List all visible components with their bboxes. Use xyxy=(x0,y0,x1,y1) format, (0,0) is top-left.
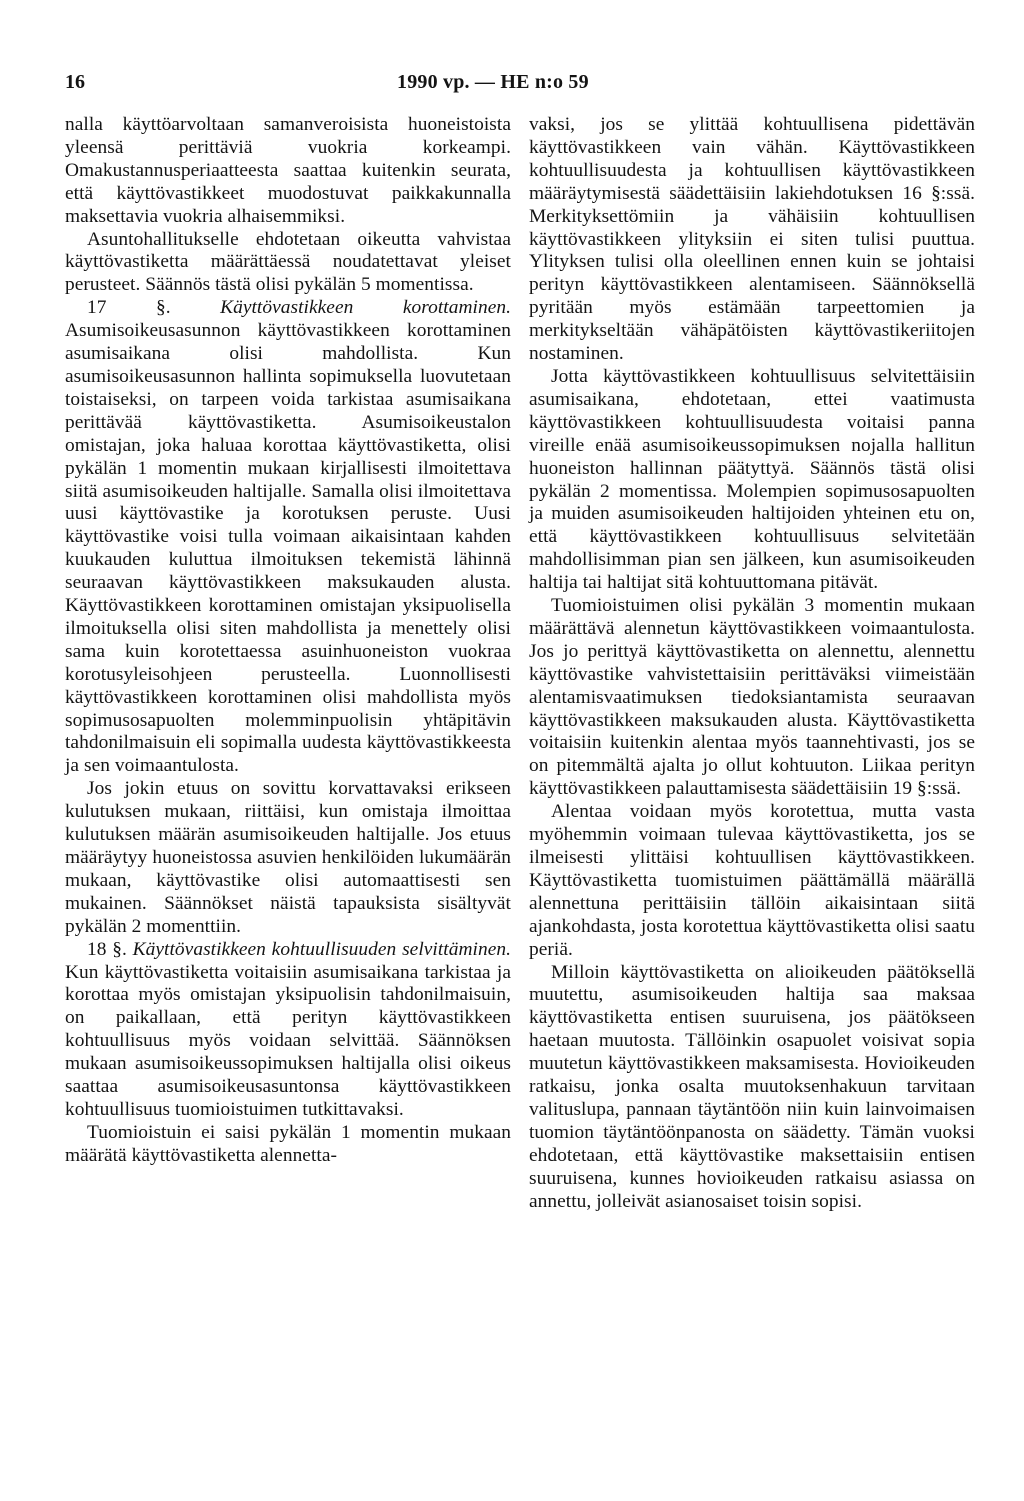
paragraph: Asuntohallitukselle ehdotetaan oikeutta vahvistaa käyttövastiketta määrättäessä noudatettavat yleiset perusteet. Säännös tästä olisi pykälän 5 momentissa. xyxy=(65,228,511,296)
section-number: 18 §. xyxy=(87,938,127,960)
paragraph: Jotta käyttövastikkeen kohtuullisuus selvitettäisiin asumisaikana, ehdotetaan, ettei vaatimusta käyttövastikkeen kohtuullisuudesta voitaisi panna vireille enää asumisoikeussopimuksen nojalla hallitun huoneiston hallinnan päätyttyä. Säännös tästä olisi pykälän 2 momentissa. Molempien sopimusosapuolten ja muiden asumisoikeuden haltijoiden yhteinen etu on, että käyttövastikkeen kohtuullisuus selvitetään mahdollisimman pian sen jälkeen, kun asumisoikeuden haltija tai haltijat sitä kohtuuttomana pitävät. xyxy=(529,365,975,594)
paragraph: Jos jokin etuus on sovittu korvattavaksi erikseen kulutuksen mukaan, riittäisi, kun omistaja ilmoittaa kulutuksen määrän asumisoikeuden haltijalle. Jos etuus määräytyy huoneistossa asuvien henkilöiden lukumäärän mukaan, käyttövastike olisi automaattisesti sen mukainen. Säännökset näistä tapauksista sisältyvät pykälän 2 momenttiin. xyxy=(65,778,511,937)
section-title: Käyttövastikkeen korottaminen. xyxy=(220,297,511,319)
paragraph: nalla käyttöarvoltaan samanveroisista huoneistoista yleensä perittäviä vuokria korkeampi. Omakustannusperiaatteesta saattaa kuitenkin seurata, että käyttövastikkeet muodostuvat paikkakunnalla maksettavia vuokria alhaisemmiksi. xyxy=(65,114,511,227)
section-18-paragraph xyxy=(65,939,511,1122)
paragraph: Tuomioistuin ei saisi pykälän 1 momentin mukaan määrätä käyttövastiketta alennetta- xyxy=(65,1121,511,1166)
left-column xyxy=(65,114,511,1168)
section-text: Asumisoikeusasunnon käyttövastikkeen korottaminen asumisaikana olisi mahdollista. Kun asumisoikeusasunnon hallinta sopimuksella luovutetaan toistaiseksi, on tarpeen voida tarkistaa asumisaikana perittävää käyttövastiketta. Asumisoikeustalon omistajan, joka haluaa korottaa käyttövastiketta, olisi pykälän 1 momentin mukaan kirjallisesti ilmoitettava siitä asumisoikeuden haltijalle. Samalla olisi ilmoitettava uusi käyttövastike ja korotuksen peruste. Uusi käyttövastike voisi tulla voimaan aikaisintaan kahden kuukauden kuluttua ilmoituksen tekemistä lähinnä seuraavan käyttövastikkeen maksukauden alusta. Käyttövastikkeen korottaminen omistajan yksipuolisella ilmoituksella olisi siten mahdollista ja menettely olisi sama kuin korotettaessa asuinhuoneiston vuokraa korotusyleisohjeen perusteella. Luonnollisesti käyttövastikkeen korottaminen olisi mahdollista myös sopimusosapuolten molemminpuolisin yhtäpitävin tahdonilmaisuin eli sopimalla uudesta käyttövastikkeesta ja sen voimaantulosta. xyxy=(65,320,511,777)
paragraph: Milloin käyttövastiketta on alioikeuden päätöksellä muutettu, asumisoikeuden haltija saa maksaa käyttövastiketta entisen suuruisena, jos päätökseen haetaan muutosta. Tällöinkin osapuolet voisivat sopia muutetun käyttövastikkeen maksamisesta. Hovioikeuden ratkaisu, jonka osalta muutoksenhakuun tarvitaan valituslupa, pannaan täytäntöön niin kuin lainvoimaisen tuomion täytäntöönpanosta on säädetty. Tämän vuoksi ehdotetaan, että käyttövastike maksettaisiin entisen suuruisena, kunnes hovioikeuden ratkaisu asiassa on annettu, jolleivät asianosaiset toisin sopisi. xyxy=(529,961,975,1212)
paragraph: vaksi, jos se ylittää kohtuullisena pidettävän käyttövastikkeen vain vähän. Käyttövastikkeen kohtuullisuudesta ja kohtuullisen käyttövastikkeen määräytymisestä säädettäisiin lakiehdotuksen 16 §:ssä. Merkityksettömiin ja vähäisiin kohtuullisen käyttövastikkeen ylityksiin ei siten tulisi puuttua. Ylityksen tulisi olla oleellinen ennen kuin se johtaisi perityn käyttövastikkeen alentamiseen. Säännöksellä pyritään myös estämään tarpeettomien ja merkitykseltään vähäpätöisten käyttövastikeriitojen nostaminen. xyxy=(529,114,975,365)
paragraph: Tuomioistuimen olisi pykälän 3 momentin mukaan määrättävä alennetun käyttövastikkeen voimaantulosta. Jos jo perittyä käyttövastiketta on alennettu, alennettu käyttövastike vahvistettaisiin perittäväksi viimeistään alentamisvaatimuksen tiedoksiantamista seuraavan käyttövastikkeen maksukauden alusta. Käyttövastiketta voitaisiin kuitenkin alentaa myös taannehtivasti, jos se on pitemmältä ajalta jo ollut kohtuuton. Liikaa perityn käyttövastikkeen palauttamisesta säädettäisiin 19 §:ssä. xyxy=(529,595,975,800)
right-column xyxy=(529,114,975,1214)
page-header xyxy=(0,71,1024,101)
section-text: Kun käyttövastiketta voitaisiin asumisaikana tarkistaa ja korottaa myös omistajan yksipuolisin tahdonilmaisuin, on paikallaan, että perityn käyttövastikkeen kohtuullisuus myös voidaan selvittää. Säännöksen mukaan asumisoikeussopimuksen haltijalla olisi oikeus saattaa asumisoikeusasuntonsa käyttövastikkeen kohtuullisuus tuomioistuimen tutkittavaksi. xyxy=(65,961,511,1120)
running-head: 1990 vp. — HE n:o 59 xyxy=(397,71,589,93)
paragraph: Alentaa voidaan myös korotettua, mutta vasta myöhemmin voimaan tulevaa käyttövastiketta, jos se ilmeisesti ylittäisi kohtuullisen käyttövastikkeen. Käyttövastiketta tuomistuimen päättämällä määrällä alennettuna perittäisiin tällöin aikaisintaan siitä ajankohdasta, josta korotettua käyttövastiketta olisi saatu periä. xyxy=(529,801,975,960)
page-number: 16 xyxy=(65,71,85,93)
section-title: Käyttövastikkeen kohtuullisuuden selvittäminen. xyxy=(132,938,512,960)
section-number: 17 §. xyxy=(87,297,171,319)
section-17-paragraph xyxy=(65,297,511,778)
